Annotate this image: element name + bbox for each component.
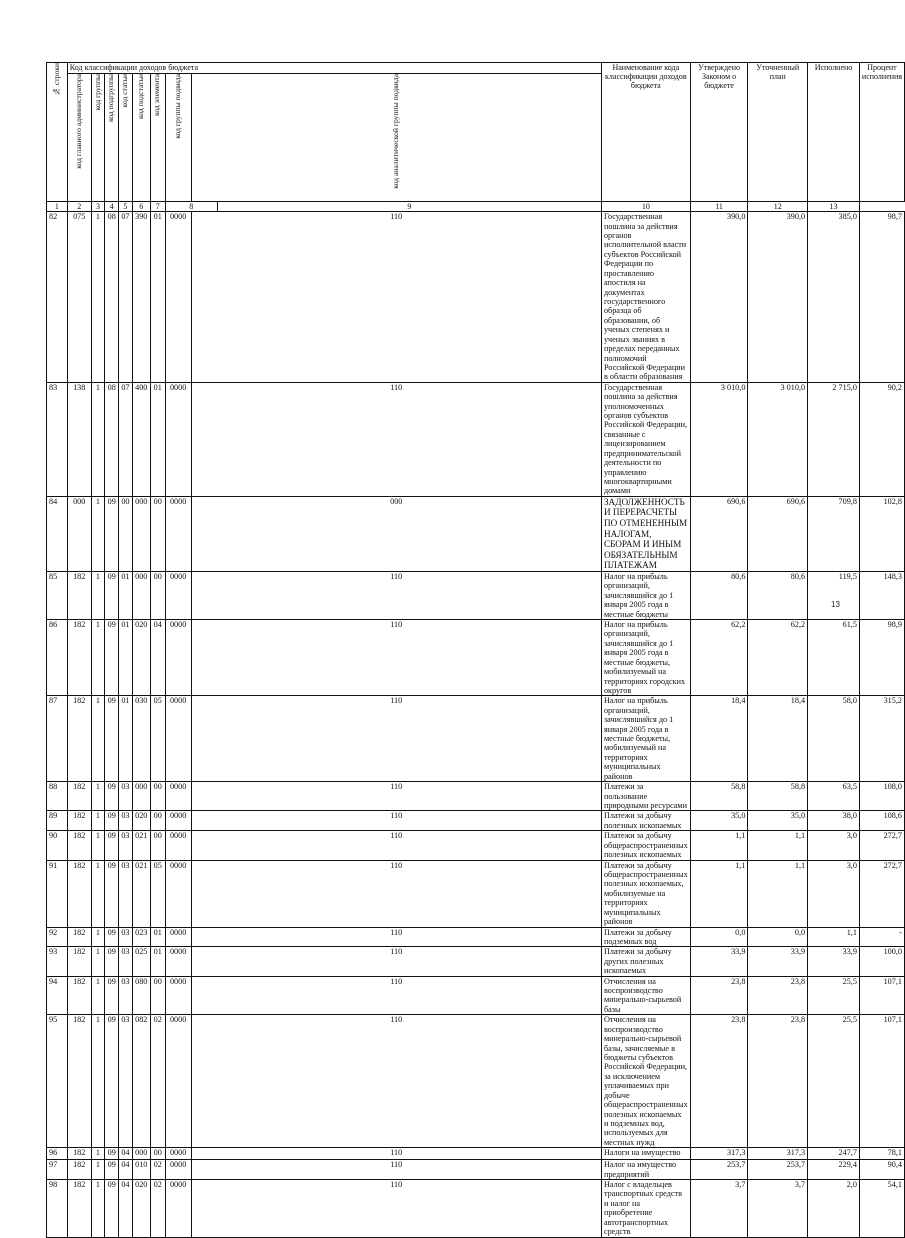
column-number: 10 [601,202,690,212]
code-analytic-group-cell: 110 [191,947,601,976]
name-cell: Налог на прибыль организаций, зачислявшийся до 1 января 2005 года в местные бюджеты [601,571,690,619]
percent-cell: 272,7 [859,860,904,927]
code-subgroup-cell: 08 [105,212,119,383]
code-analytic-group-cell: 110 [191,927,601,947]
code-element-cell: 00 [150,496,165,571]
column-number: 7 [150,202,165,212]
code-subtype-group-cell: 0000 [165,782,191,811]
code-article-cell: 04 [119,1160,133,1180]
column-number: 8 [165,202,217,212]
code-subtype-group-cell: 0000 [165,1015,191,1148]
approved-cell: 690,6 [690,496,748,571]
code-article-cell: 00 [119,496,133,571]
refined-cell: 23,8 [748,1015,808,1148]
code-article-cell: 01 [119,571,133,619]
refined-cell: 1,1 [748,831,808,860]
code-subgroup-cell: 09 [105,1180,119,1238]
executed-cell: 3,0 [808,831,860,860]
code-subgroup-cell: 09 [105,927,119,947]
code-group-cell: 1 [91,1180,105,1238]
percent-cell: 107,1 [859,1015,904,1148]
header-code-article: код статьи [119,74,133,202]
name-cell: Государственная пошлина за действия органов исполнительной власти субъектов Российской Федерации по проставлению апостиля на документах государственного образца об образовании, об ученых степенях и ученых званиях в пределах переданных полномочий Российской Федерации в области образования [601,212,690,383]
code-subgroup-cell: 09 [105,620,119,696]
column-number: 4 [105,202,119,212]
code-group-cell: 1 [91,976,105,1015]
code-analytic-group-cell: 110 [191,860,601,927]
code-subarticle-cell: 000 [132,496,150,571]
refined-cell: 253,7 [748,1160,808,1180]
code-subarticle-cell: 400 [132,382,150,496]
column-number-row [47,202,905,212]
header-code-subtype-group: код группы подвида [165,74,191,202]
code-main-admin-cell: 182 [67,811,91,831]
column-number: 12 [748,202,808,212]
code-subtype-group-cell: 0000 [165,620,191,696]
header-refined: Уточненный план [748,63,808,202]
executed-cell: 33,9 [808,947,860,976]
code-article-cell: 03 [119,976,133,1015]
refined-cell: 62,2 [748,620,808,696]
table-row [47,1160,905,1180]
code-main-admin-cell: 182 [67,831,91,860]
code-article-cell: 03 [119,927,133,947]
code-subgroup-cell: 09 [105,1160,119,1180]
page-number: 13 [831,600,840,609]
percent-cell: 108,6 [859,811,904,831]
table-row [47,620,905,696]
code-group-cell: 1 [91,1160,105,1180]
code-element-cell: 00 [150,1148,165,1160]
table-header [47,63,905,212]
code-main-admin-cell: 075 [67,212,91,383]
approved-cell: 3,7 [690,1180,748,1238]
approved-cell: 253,7 [690,1160,748,1180]
code-subgroup-cell: 09 [105,860,119,927]
executed-cell: 119,5 [808,571,860,619]
row-number-cell: 97 [47,1160,68,1180]
name-cell: Платежи за добычу подземных вод [601,927,690,947]
code-analytic-group-cell: 110 [191,620,601,696]
row-number-cell: 87 [47,696,68,782]
row-number-cell: 83 [47,382,68,496]
refined-cell: 1,1 [748,860,808,927]
code-main-admin-cell: 182 [67,782,91,811]
code-subgroup-cell: 09 [105,782,119,811]
approved-cell: 1,1 [690,831,748,860]
column-number: 2 [67,202,91,212]
code-element-cell: 00 [150,811,165,831]
name-cell: Налог на прибыль организаций, зачислявшийся до 1 января 2005 года в местные бюджеты, мобилизуемый на территориях городских округов [601,620,690,696]
code-subgroup-cell: 09 [105,1015,119,1148]
code-element-cell: 01 [150,927,165,947]
row-number-cell: 93 [47,947,68,976]
header-code-main-admin: код главного администратора [67,74,91,202]
code-group-cell: 1 [91,1148,105,1160]
row-number-cell: 84 [47,496,68,571]
code-group-cell: 1 [91,831,105,860]
code-article-cell: 04 [119,1180,133,1238]
column-number: 13 [808,202,860,212]
percent-cell: 54,1 [859,1180,904,1238]
code-main-admin-cell: 182 [67,1148,91,1160]
header-code-analytic-group: код аналитической группы подвида [191,74,601,202]
refined-cell: 18,4 [748,696,808,782]
code-group-cell: 1 [91,496,105,571]
code-element-cell: 00 [150,831,165,860]
row-number-cell: 82 [47,212,68,383]
executed-cell: 61,5 [808,620,860,696]
code-analytic-group-cell: 110 [191,811,601,831]
executed-cell: 229,4 [808,1160,860,1180]
percent-cell: 148,3 [859,571,904,619]
table-row [47,382,905,496]
approved-cell: 3 010,0 [690,382,748,496]
percent-cell: 98,9 [859,620,904,696]
code-group-cell: 1 [91,571,105,619]
code-subarticle-cell: 023 [132,927,150,947]
code-subarticle-cell: 082 [132,1015,150,1148]
code-subarticle-cell: 020 [132,1180,150,1238]
refined-cell: 690,6 [748,496,808,571]
table-row [47,860,905,927]
header-row-number: № строки [47,63,68,202]
code-subtype-group-cell: 0000 [165,382,191,496]
code-article-cell: 04 [119,1148,133,1160]
code-subarticle-cell: 000 [132,782,150,811]
refined-cell: 80,6 [748,571,808,619]
table-row [47,1148,905,1160]
code-subgroup-cell: 09 [105,571,119,619]
column-number: 1 [47,202,68,212]
header-name: Наименование кода классификации доходов бюджета [601,63,690,202]
executed-cell: 3,0 [808,860,860,927]
executed-cell: 25,5 [808,1015,860,1148]
table-row [47,976,905,1015]
code-subgroup-cell: 09 [105,831,119,860]
header-percent: Процент исполнения [859,63,904,202]
refined-cell: 317,3 [748,1148,808,1160]
table-row [47,571,905,619]
code-analytic-group-cell: 110 [191,782,601,811]
executed-cell: 1,1 [808,927,860,947]
name-cell: Отчисления на воспроизводство минерально-сырьевой базы, зачисляемые в бюджеты субъектов Российской Федерации, за исключением уплачиваемых при добыче общераспространенных полезных ископаемых и подземных вод, используемых для местных нужд [601,1015,690,1148]
code-main-admin-cell: 182 [67,1160,91,1180]
code-subarticle-cell: 030 [132,696,150,782]
code-subtype-group-cell: 0000 [165,571,191,619]
code-element-cell: 00 [150,782,165,811]
code-group-cell: 1 [91,382,105,496]
code-main-admin-cell: 182 [67,927,91,947]
code-group-cell: 1 [91,696,105,782]
code-element-cell: 05 [150,696,165,782]
name-cell: ЗАДОЛЖЕННОСТЬ И ПЕРЕРАСЧЕТЫ ПО ОТМЕНЕННЫМ НАЛОГАМ, СБОРАМ И ИНЫМ ОБЯЗАТЕЛЬНЫМ ПЛАТЕЖАМ [601,496,690,571]
code-group-cell: 1 [91,782,105,811]
code-element-cell: 00 [150,571,165,619]
column-number: 6 [132,202,150,212]
table-body [47,212,905,1237]
percent-cell: 272,7 [859,831,904,860]
code-subarticle-cell: 390 [132,212,150,383]
code-main-admin-cell: 000 [67,496,91,571]
code-analytic-group-cell: 110 [191,1148,601,1160]
code-subtype-group-cell: 0000 [165,976,191,1015]
header-code-subarticle: код подстатьи [132,74,150,202]
code-element-cell: 01 [150,947,165,976]
header-code-element: код элемента [150,74,165,202]
code-subtype-group-cell: 0000 [165,212,191,383]
code-subtype-group-cell: 0000 [165,1180,191,1238]
code-group-cell: 1 [91,927,105,947]
header-code-group: Код классификации доходов бюджета [67,63,601,74]
approved-cell: 18,4 [690,696,748,782]
code-element-cell: 02 [150,1160,165,1180]
row-number-cell: 91 [47,860,68,927]
row-number-cell: 96 [47,1148,68,1160]
percent-cell: 315,2 [859,696,904,782]
column-number: 9 [217,202,601,212]
name-cell: Платежи за добычу других полезных ископаемых [601,947,690,976]
table-row [47,1180,905,1238]
code-subgroup-cell: 09 [105,947,119,976]
row-number-cell: 98 [47,1180,68,1238]
executed-cell: 63,5 [808,782,860,811]
approved-cell: 33,9 [690,947,748,976]
code-analytic-group-cell: 110 [191,382,601,496]
code-article-cell: 03 [119,782,133,811]
refined-cell: 35,0 [748,811,808,831]
column-number: 5 [119,202,133,212]
code-article-cell: 01 [119,696,133,782]
code-main-admin-cell: 182 [67,620,91,696]
row-number-cell: 92 [47,927,68,947]
table-row [47,782,905,811]
code-main-admin-cell: 182 [67,976,91,1015]
approved-cell: 23,8 [690,1015,748,1148]
refined-cell: 3,7 [748,1180,808,1238]
code-subtype-group-cell: 0000 [165,831,191,860]
code-article-cell: 03 [119,947,133,976]
approved-cell: 0,0 [690,927,748,947]
code-group-cell: 1 [91,620,105,696]
table-row [47,696,905,782]
percent-cell: 78,1 [859,1148,904,1160]
name-cell: Налог на имущество предприятий [601,1160,690,1180]
percent-cell: - [859,927,904,947]
approved-cell: 58,8 [690,782,748,811]
code-subgroup-cell: 09 [105,496,119,571]
table-row [47,811,905,831]
row-number-cell: 89 [47,811,68,831]
code-analytic-group-cell: 110 [191,212,601,383]
code-analytic-group-cell: 110 [191,571,601,619]
refined-cell: 390,0 [748,212,808,383]
code-group-cell: 1 [91,1015,105,1148]
budget-revenue-table [46,62,905,1238]
code-analytic-group-cell: 110 [191,1015,601,1148]
approved-cell: 390,0 [690,212,748,383]
approved-cell: 23,8 [690,976,748,1015]
code-article-cell: 03 [119,860,133,927]
code-subgroup-cell: 09 [105,811,119,831]
code-subarticle-cell: 021 [132,831,150,860]
row-number-cell: 88 [47,782,68,811]
executed-cell: 58,0 [808,696,860,782]
code-main-admin-cell: 182 [67,571,91,619]
percent-cell: 108,0 [859,782,904,811]
code-analytic-group-cell: 110 [191,696,601,782]
row-number-cell: 85 [47,571,68,619]
code-group-cell: 1 [91,811,105,831]
code-subgroup-cell: 09 [105,1148,119,1160]
approved-cell: 35,0 [690,811,748,831]
name-cell: Налог на прибыль организаций, зачислявшийся до 1 января 2005 года в местные бюджеты, мобилизуемый на территориях муниципальных районов [601,696,690,782]
code-element-cell: 04 [150,620,165,696]
code-subtype-group-cell: 0000 [165,947,191,976]
name-cell: Отчисления на воспроизводство минерально-сырьевой базы [601,976,690,1015]
code-subgroup-cell: 09 [105,976,119,1015]
code-subarticle-cell: 020 [132,811,150,831]
code-subtype-group-cell: 0000 [165,696,191,782]
code-subtype-group-cell: 0000 [165,1148,191,1160]
percent-cell: 100,0 [859,947,904,976]
executed-cell: 2,0 [808,1180,860,1238]
table-row [47,927,905,947]
code-element-cell: 01 [150,382,165,496]
code-subgroup-cell: 08 [105,382,119,496]
code-subtype-group-cell: 0000 [165,811,191,831]
code-article-cell: 01 [119,620,133,696]
column-number: 11 [690,202,748,212]
name-cell: Платежи за добычу полезных ископаемых [601,811,690,831]
code-article-cell: 03 [119,1015,133,1148]
code-main-admin-cell: 182 [67,947,91,976]
code-article-cell: 07 [119,382,133,496]
name-cell: Платежи за добычу общераспространенных полезных ископаемых [601,831,690,860]
header-executed: Исполнено [808,63,860,202]
code-main-admin-cell: 182 [67,860,91,927]
refined-cell: 33,9 [748,947,808,976]
code-element-cell: 05 [150,860,165,927]
row-number-cell: 94 [47,976,68,1015]
code-main-admin-cell: 138 [67,382,91,496]
percent-cell: 90,4 [859,1160,904,1180]
executed-cell: 709,8 [808,496,860,571]
code-element-cell: 00 [150,976,165,1015]
code-subarticle-cell: 080 [132,976,150,1015]
name-cell: Налоги на имущество [601,1148,690,1160]
code-subarticle-cell: 000 [132,1148,150,1160]
code-subtype-group-cell: 0000 [165,860,191,927]
percent-cell: 102,8 [859,496,904,571]
refined-cell: 58,8 [748,782,808,811]
code-element-cell: 02 [150,1015,165,1148]
approved-cell: 80,6 [690,571,748,619]
name-cell: Государственная пошлина за действия уполномоченных органов субъектов Российской Федерации, связанные с лицензированием предпринимательской деятельности по управлению многоквартирными домами [601,382,690,496]
code-article-cell: 07 [119,212,133,383]
table-row [47,212,905,383]
code-main-admin-cell: 182 [67,1015,91,1148]
code-group-cell: 1 [91,212,105,383]
code-main-admin-cell: 182 [67,696,91,782]
code-article-cell: 03 [119,811,133,831]
code-analytic-group-cell: 110 [191,831,601,860]
code-group-cell: 1 [91,860,105,927]
name-cell: Платежи за добычу общераспространенных полезных ископаемых, мобилизуемые на территориях муниципальных районов [601,860,690,927]
executed-cell: 38,0 [808,811,860,831]
executed-cell: 25,5 [808,976,860,1015]
row-number-cell: 95 [47,1015,68,1148]
approved-cell: 62,2 [690,620,748,696]
approved-cell: 317,3 [690,1148,748,1160]
table-row [47,1015,905,1148]
code-subarticle-cell: 025 [132,947,150,976]
code-subarticle-cell: 020 [132,620,150,696]
header-code-group-code: код группы [91,74,105,202]
code-subgroup-cell: 09 [105,696,119,782]
code-element-cell: 01 [150,212,165,383]
executed-cell: 385,0 [808,212,860,383]
executed-cell: 247,7 [808,1148,860,1160]
code-subtype-group-cell: 0000 [165,927,191,947]
code-subarticle-cell: 010 [132,1160,150,1180]
row-number-cell: 90 [47,831,68,860]
header-code-subgroup: код подгруппы [105,74,119,202]
approved-cell: 1,1 [690,860,748,927]
code-article-cell: 03 [119,831,133,860]
column-number: 3 [91,202,105,212]
row-number-cell: 86 [47,620,68,696]
refined-cell: 23,8 [748,976,808,1015]
code-group-cell: 1 [91,947,105,976]
code-subtype-group-cell: 0000 [165,1160,191,1180]
code-analytic-group-cell: 110 [191,976,601,1015]
refined-cell: 0,0 [748,927,808,947]
table-row [47,947,905,976]
header-approved: Утверждено Законом о бюджете [690,63,748,202]
percent-cell: 90,2 [859,382,904,496]
table-row [47,831,905,860]
refined-cell: 3 010,0 [748,382,808,496]
name-cell: Налог с владельцев транспортных средств и налог на приобретение автотранспортных средств [601,1180,690,1238]
table-row [47,496,905,571]
code-main-admin-cell: 182 [67,1180,91,1238]
code-analytic-group-cell: 000 [191,496,601,571]
percent-cell: 107,1 [859,976,904,1015]
code-analytic-group-cell: 110 [191,1160,601,1180]
code-analytic-group-cell: 110 [191,1180,601,1238]
code-element-cell: 02 [150,1180,165,1238]
code-subarticle-cell: 000 [132,571,150,619]
name-cell: Платежи за пользование природными ресурсами [601,782,690,811]
code-subarticle-cell: 021 [132,860,150,927]
executed-cell: 2 715,0 [808,382,860,496]
code-subtype-group-cell: 0000 [165,496,191,571]
percent-cell: 98,7 [859,212,904,383]
